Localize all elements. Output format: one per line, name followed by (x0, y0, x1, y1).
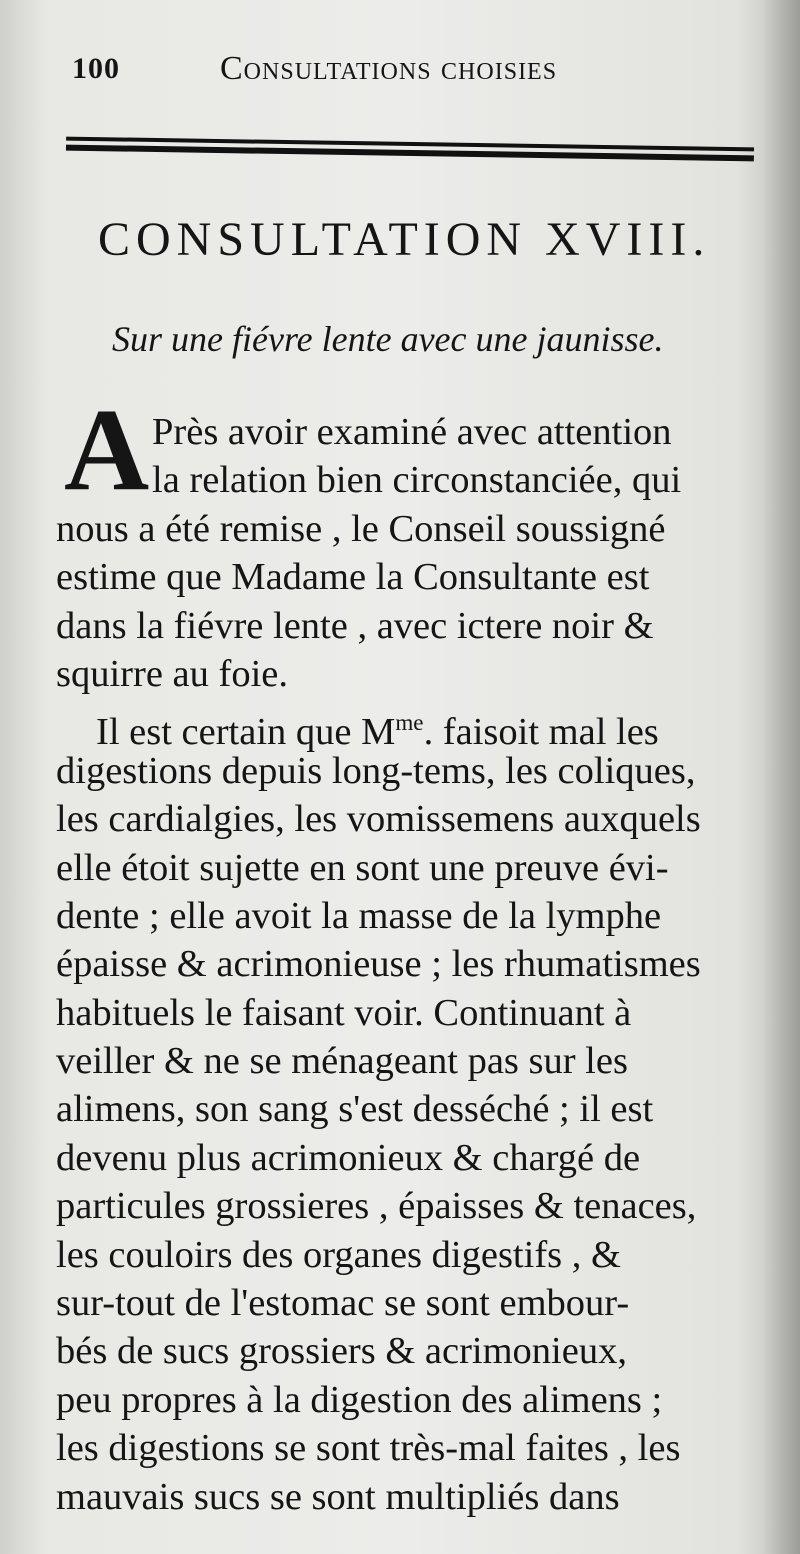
text-line: nous a été remise , le Conseil soussigné (56, 507, 666, 550)
text-line: peu propres à la digestion des alimens ; (56, 1378, 663, 1421)
text-line: dans la fiévre lente , avec ictere noir & (56, 604, 654, 647)
header-rule (66, 137, 754, 162)
text-line: devenu plus acrimonieux & chargé de (56, 1136, 641, 1179)
text-line: bés de sucs grossiers & acrimonieux, (56, 1330, 627, 1373)
page-number: 100 (72, 52, 120, 85)
text-line: particules grossieres , épaisses & tenaces, (56, 1185, 697, 1228)
text-line: la relation bien circonstanciée, qui (152, 459, 682, 502)
text-line (56, 698, 756, 754)
text-line: les digestions se sont très-mal faites , les (56, 1427, 681, 1470)
text-line: Près avoir examiné avec attention (152, 411, 672, 453)
page-edge-shadow (762, 0, 800, 1554)
running-title: Consultations choisies (220, 50, 558, 87)
consultation-heading: CONSULTATION XVIII. (98, 213, 711, 266)
text-line: sur-tout de l'estomac se sont embour- (56, 1282, 630, 1325)
text-fragment: . faisoit mal les (423, 711, 659, 754)
text-line: les couloirs des organes digestifs , & (56, 1233, 621, 1276)
text-line: elle étoit sujette en sont une preuve évi- (56, 846, 669, 889)
consultation-subtitle: Sur une fiévre lente avec une jaunisse. (112, 319, 664, 359)
text-line: alimens, son sang s'est desséché ; il est (56, 1088, 654, 1131)
text-fragment: Il est certain que M (96, 711, 396, 754)
running-head (72, 48, 672, 98)
text-line: épaisse & acrimonieuse ; les rhumatismes (56, 943, 701, 986)
superscript: me (395, 709, 424, 736)
body-text (56, 408, 756, 1521)
text-line: estime que Madame la Consultante est (56, 556, 650, 599)
text-line: veiller & ne se ménageant pas sur les (56, 1040, 628, 1083)
text-line: squirre au foie. (56, 652, 288, 695)
text-line: mauvais sucs se sont multipliés dans (56, 1475, 620, 1518)
text-line: digestions depuis long-tems, les coliques, (56, 749, 696, 792)
drop-cap: A (64, 384, 150, 515)
text-line: les cardialgies, les vomissemens auxquels (56, 798, 701, 841)
text-line: dente ; elle avoit la masse de la lymphe (56, 894, 662, 937)
text-line: habituels le faisant voir. Continuant à (56, 991, 632, 1034)
